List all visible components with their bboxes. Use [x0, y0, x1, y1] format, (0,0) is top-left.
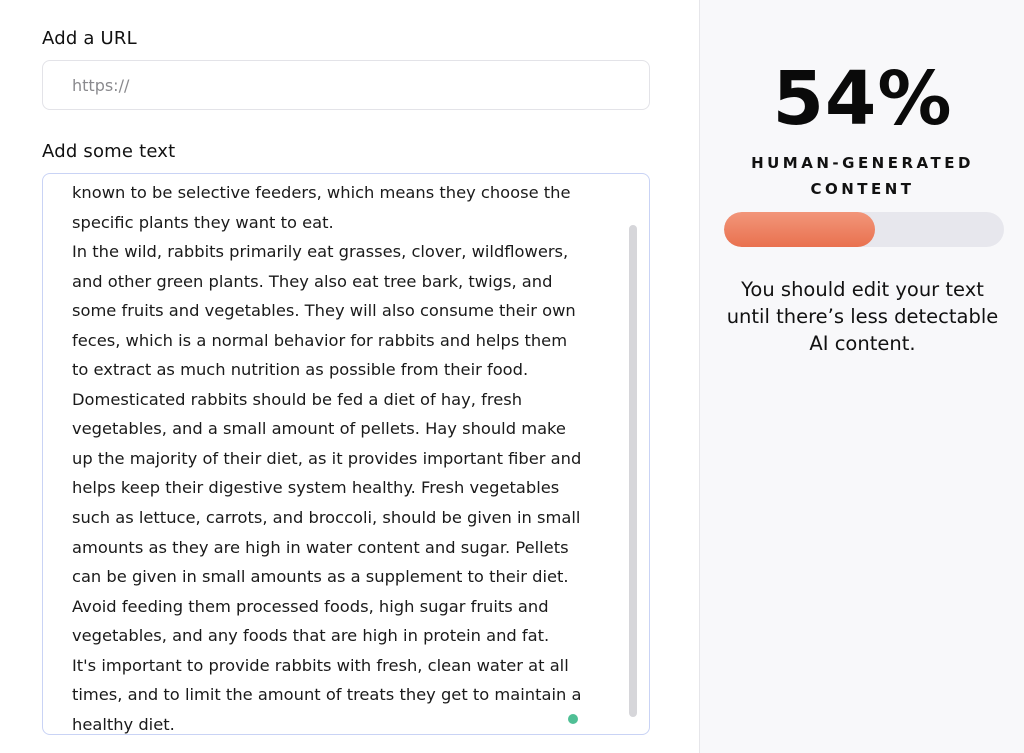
- text-line: Domesticated rabbits should be fed a diet of hay, fresh: [72, 389, 523, 409]
- text-line: Avoid feeding them processed foods, high sugar fruits and: [72, 596, 549, 616]
- text-line: vegetables, and a small amount of pellets. Hay should make: [72, 419, 566, 439]
- text-line: can be given in small amounts as a supplement to their diet.: [72, 567, 569, 587]
- text-line: It's important to provide rabbits with fresh, clean water at all: [72, 655, 569, 675]
- advice-line-2: until there’s less detectable: [726, 305, 999, 328]
- advice-text: [712, 276, 1013, 357]
- text-line: up the majority of their diet, as it provides important fiber and: [72, 448, 582, 468]
- score-percentage: 54%: [772, 56, 953, 142]
- advice-line-3: AI content.: [809, 332, 916, 355]
- text-line: feces, which is a normal behavior for rabbits and helps them: [72, 330, 568, 350]
- url-label: Add a URL: [42, 28, 137, 49]
- advice-line-1: You should edit your text: [741, 278, 984, 301]
- text-line: amounts as they are high in water content and sugar. Pellets: [72, 537, 569, 557]
- text-line: healthy diet.: [72, 714, 175, 734]
- text-line: such as lettuce, carrots, and broccoli, should be given in small: [72, 508, 581, 528]
- text-line: to extract as much nutrition as possible from their food.: [72, 360, 529, 380]
- result-panel: [699, 0, 1024, 753]
- text-line: specific plants they want to eat.: [72, 212, 334, 232]
- score-progress-fill: [724, 212, 875, 247]
- text-line: known to be selective feeders, which means they choose the: [72, 183, 571, 202]
- status-dot-icon: [568, 714, 578, 724]
- text-line: vegetables, and any foods that are high in protein and fat.: [72, 626, 550, 646]
- score-label-line-2: CONTENT: [810, 180, 915, 198]
- text-line: In the wild, rabbits primarily eat grasses, clover, wildflowers,: [72, 242, 569, 262]
- text-line: and other green plants. They also eat tree bark, twigs, and: [72, 271, 553, 291]
- text-line: times, and to limit the amount of treats they get to maintain a: [72, 685, 582, 705]
- score-progress-bar: [724, 212, 1004, 247]
- text-label: Add some text: [42, 141, 176, 162]
- text-input-area[interactable]: [42, 173, 650, 735]
- score-label-line-1: HUMAN-GENERATED: [751, 154, 974, 172]
- text-content[interactable]: [72, 178, 600, 735]
- text-line: helps keep their digestive system healthy. Fresh vegetables: [72, 478, 560, 498]
- text-line: some fruits and vegetables. They will also consume their own: [72, 301, 576, 321]
- url-input[interactable]: [42, 60, 650, 110]
- scrollbar[interactable]: [629, 225, 637, 717]
- score-label: [700, 150, 1024, 202]
